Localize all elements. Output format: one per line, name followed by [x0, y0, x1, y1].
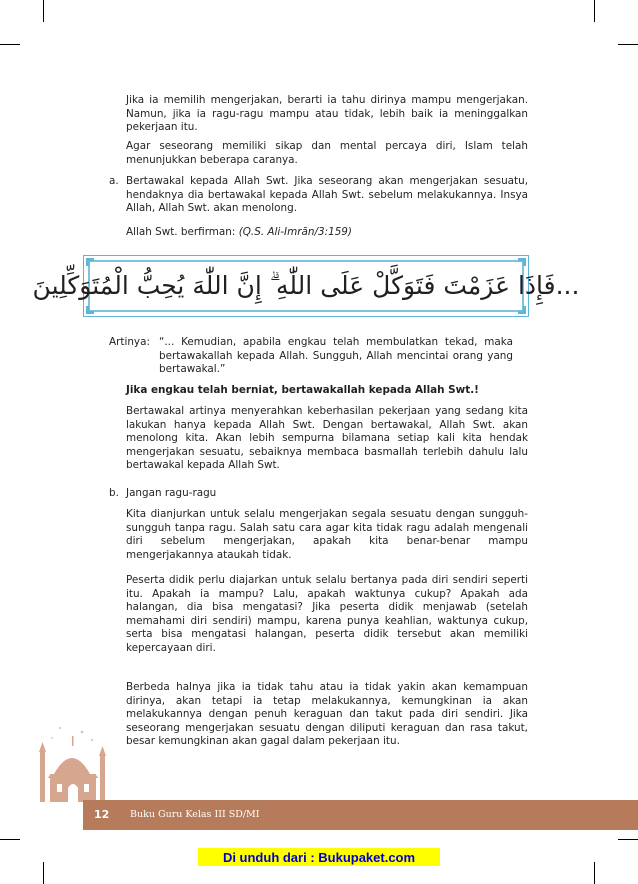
item-b-paragraph-3	[126, 681, 528, 749]
crop-mark	[43, 862, 44, 884]
item-a-text: Bertawakal kepada Allah Swt. Jika seseorang akan mengerjakan sesuatu, hendaknya dia bertawakal kepada Allah Swt. sebelum melakukannya. Insya Allah, Allah Swt. akan menolong.	[126, 175, 528, 215]
item-a-marker: a.	[109, 175, 119, 187]
crop-mark	[43, 0, 44, 22]
crop-mark	[594, 862, 595, 884]
bold-statement: Jika engkau telah berniat, bertawakallah kepada Allah Swt.!	[126, 384, 479, 396]
intro-text-1: Jika ia memilih mengerjakan, berarti ia tahu dirinya mampu mengerjakan. Namun, jika ia ragu-ragu mampu atau tidak, lebih baik ia meninggalkan pekerjaan itu.	[126, 94, 528, 134]
crop-mark	[618, 44, 638, 45]
item-b-text-3: Berbeda halnya jika ia tidak tahu atau ia tidak yakin akan kemampuan dirinya, akan tetapi ia tetap melakukannya, kemungkinan ia akan melakukannya dengan penuh keraguan dan takut pada diri sendiri. Jika seseorang mengerjakan sesuatu dengan diliputi keraguan dan rasa takut, besar kemungkinan akan gagal dalam pekerjaan itu.	[126, 681, 528, 748]
page-number: 12	[94, 808, 110, 821]
tawakal-text: Bertawakal artinya menyerahkan keberhasilan pekerjaan yang sedang kita lakukan hanya kepada Allah Swt. Dengan bertawakal, Allah Swt. akan menolong kita. Akan lebih sempurna bilamana setiap kali kita hendak mengerjakan sesuatu, sebaiknya membaca basmallah terlebih dahulu lalu bertawakal kepada Allah Swt.	[126, 405, 528, 472]
intro-paragraph-2	[126, 140, 528, 167]
artinya-text: “... Kemudian, apabila engkau telah membulatkan tekad, maka bertawakallah kepada Allah. Sungguh, Allah mencintai orang yang bertawakal.”	[159, 336, 513, 376]
arabic-verse-box	[32, 255, 580, 317]
mosque-illustration	[30, 722, 120, 802]
firman-prefix: Allah Swt. berfirman:	[126, 226, 239, 238]
crop-mark	[0, 44, 20, 45]
item-b-paragraph-1	[126, 508, 528, 562]
intro-paragraph-1	[126, 94, 528, 135]
crop-mark	[594, 0, 595, 22]
firman-line	[126, 226, 528, 240]
item-a-paragraph	[126, 175, 528, 216]
tawakal-paragraph	[126, 405, 528, 473]
artinya-paragraph	[159, 336, 513, 377]
download-link[interactable]: Di unduh dari : Bukupaket.com	[198, 848, 440, 866]
item-b-marker: b.	[109, 487, 119, 499]
item-b-title: Jangan ragu-ragu	[126, 487, 217, 499]
book-title: Buku Guru Kelas III SD/MI	[130, 809, 260, 820]
firman-reference: (Q.S. Ali-Imrān/3:159)	[238, 226, 352, 238]
item-b-text-2: Peserta didik perlu diajarkan untuk selalu bertanya pada diri sendiri seperti itu. Apakah ia mampu? Lalu, apakah waktunya cukup? Apakah ada halangan, dia bisa mengatasi? Jika peserta didik menjawab (setelah memahami diri sendiri) mampu, karena punya keahlian, waktunya cukup, serta bisa mengatasi halangan, peserta didik tersebut akan memiliki kepercayaan diri.	[126, 574, 528, 654]
crop-mark	[618, 839, 638, 840]
intro-text-2: Agar seseorang memiliki sikap dan mental percaya diri, Islam telah menunjukkan beberapa caranya.	[126, 140, 528, 166]
item-b-text-1: Kita dianjurkan untuk selalu mengerjakan segala sesuatu dengan sungguh-sungguh tanpa ragu. Salah satu cara agar kita tidak ragu adalah mengenali diri sebelum mengerjakan, apakah kita benar-benar mampu mengerjakannya ataukah tidak.	[126, 508, 528, 561]
item-b-paragraph-2	[126, 574, 528, 656]
arabic-verse: ...فَإِذَا عَزَمْتَ فَتَوَكَّلْ عَلَى اللّٰهِ ۗ إِنَّ اللّٰهَ يُحِبُّ الْمُتَوَكِّلِينَ	[32, 271, 580, 300]
artinya-label: Artinya:	[109, 336, 150, 348]
crop-mark	[0, 839, 20, 840]
